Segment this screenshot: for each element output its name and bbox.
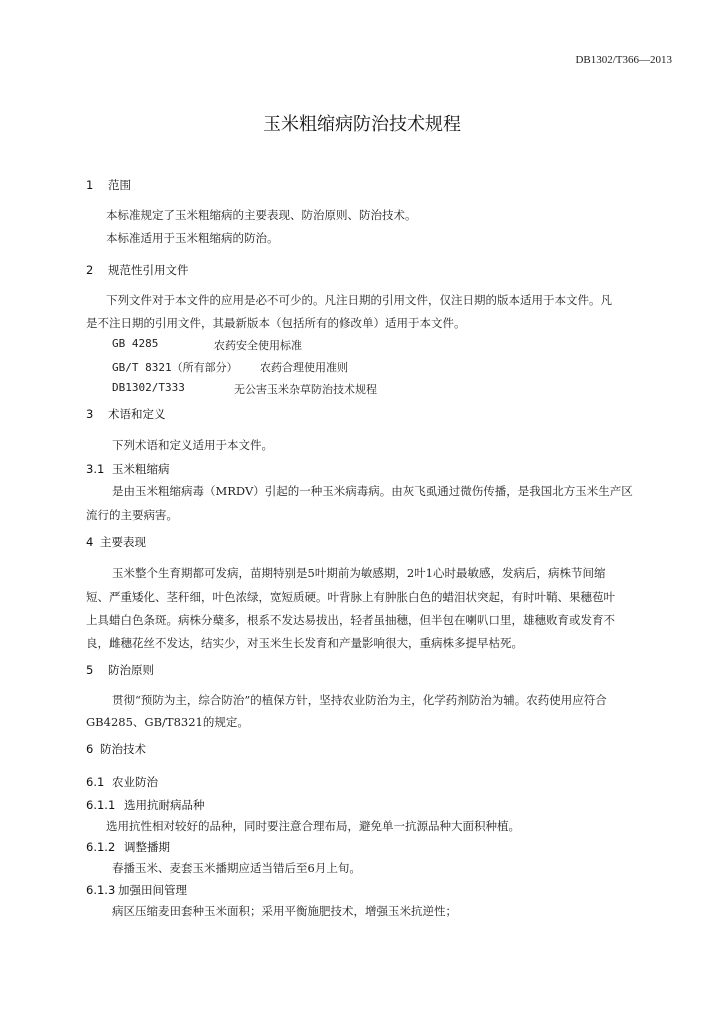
section-3-number: 3 — [86, 407, 94, 421]
section-6-1-3-para: 病区压缩麦田套种玉米面积；采用平衡施肥技术，增强玉米抗逆性； — [112, 904, 457, 918]
section-6-1-3-title: 加强田间管理 — [118, 883, 187, 897]
section-3-1-line-1: 是由玉米粗缩病毒（MRDV）引起的一种玉米病毒病。由灰飞虱通过微伤传播，是我国北方玉米生产区 — [112, 484, 633, 498]
section-6-1-1-heading — [86, 797, 205, 813]
section-3-para: 下列术语和定义适用于本文件。 — [112, 438, 273, 452]
section-2-number: 2 — [86, 263, 94, 277]
section-6-1-title: 农业防治 — [112, 775, 158, 789]
section-2-heading — [86, 262, 189, 278]
section-6-title: 防治技术 — [100, 742, 146, 756]
section-1-para-1: 本标准规定了玉米粗缩病的主要表现、防治原则、防治技术。 — [106, 208, 417, 222]
section-1-para-2: 本标准适用于玉米粗缩病的防治。 — [106, 231, 279, 245]
section-5-title: 防治原则 — [108, 663, 154, 677]
section-5-line-1: 贯彻“预防为主，综合防治”的植保方针，坚持农业防治为主，化学药剂防治为辅。农药使用应符合 — [112, 693, 607, 707]
section-2-para-line-1: 下列文件对于本文件的应用是必不可少的。凡注日期的引用文件，仅注日期的版本适用于本文件。凡 — [106, 293, 612, 307]
section-1-title: 范围 — [108, 178, 131, 192]
section-3-1-line-2: 流行的主要病害。 — [86, 508, 178, 522]
page-title: 玉米粗缩病防治技术规程 — [263, 114, 461, 135]
section-4-line-3: 上具蜡白色条斑。病株分蘖多，根系不发达易拔出，轻者虽抽穗，但半包在喇叭口里，雄穗败育或发育不 — [86, 613, 615, 627]
section-1-number: 1 — [86, 178, 94, 192]
section-6-1-2-heading — [86, 839, 170, 855]
section-4-line-4: 良，雌穗花丝不发达，结实少，对玉米生长发育和产量影响很大，重病株多提早枯死。 — [86, 636, 523, 650]
section-5-line-2: GB4285、GB/T8321的规定。 — [86, 715, 249, 729]
section-6-1-heading — [86, 774, 158, 790]
section-6-1-number: 6.1 — [86, 775, 105, 789]
section-3-heading — [86, 406, 166, 422]
doc-code: DB1302/T366—2013 — [575, 54, 672, 66]
section-2-title: 规范性引用文件 — [108, 263, 189, 277]
section-4-line-2: 短、严重矮化、茎秆细，叶色浓绿，宽短质硬。叶背脉上有肿胀白色的蜡泪状突起，有时叶鞘、果穗苞叶 — [86, 590, 615, 604]
reference-code: DB1302/T333 — [112, 381, 185, 394]
reference-title: 无公害玉米杂草防治技术规程 — [234, 383, 377, 396]
section-6-1-1-title: 选用抗耐病品种 — [124, 798, 205, 812]
section-3-1-heading — [86, 461, 170, 477]
section-3-title: 术语和定义 — [108, 407, 166, 421]
section-4-title: 主要表现 — [100, 535, 146, 549]
section-6-1-2-number: 6.1.2 — [86, 840, 116, 854]
section-6-1-2-para: 春播玉米、麦套玉米播期应适当错后至6月上旬。 — [112, 861, 361, 875]
section-6-1-1-number: 6.1.1 — [86, 798, 116, 812]
section-6-1-3-number: 6.1.3 — [86, 883, 116, 897]
section-4-number: 4 — [86, 535, 94, 549]
reference-title: 农药合理使用准则 — [260, 361, 348, 374]
section-2-para-line-2: 是不注日期的引用文件，其最新版本（包括所有的修改单）适用于本文件。 — [86, 316, 466, 330]
section-4-heading — [86, 534, 146, 550]
section-5-heading — [86, 662, 154, 678]
section-3-1-title: 玉米粗缩病 — [112, 462, 170, 476]
section-3-1-number: 3.1 — [86, 462, 105, 476]
section-6-heading — [86, 741, 146, 757]
section-6-1-3-heading — [86, 882, 187, 898]
reference-code: GB 4285 — [112, 337, 159, 350]
section-1-heading — [86, 177, 131, 193]
section-5-number: 5 — [86, 663, 94, 677]
section-6-number: 6 — [86, 742, 94, 756]
section-6-1-2-title: 调整播期 — [124, 840, 170, 854]
reference-title: 农药安全使用标准 — [214, 339, 302, 352]
section-6-1-1-para: 选用抗性相对较好的品种，同时要注意合理布局，避免单一抗源品种大面积种植。 — [106, 819, 520, 833]
reference-code: GB/T 8321（所有部分） — [112, 361, 238, 374]
section-4-line-1: 玉米整个生育期都可发病，苗期特别是5叶期前为敏感期，2叶1心时最敏感，发病后，病株节间缩 — [112, 566, 606, 580]
